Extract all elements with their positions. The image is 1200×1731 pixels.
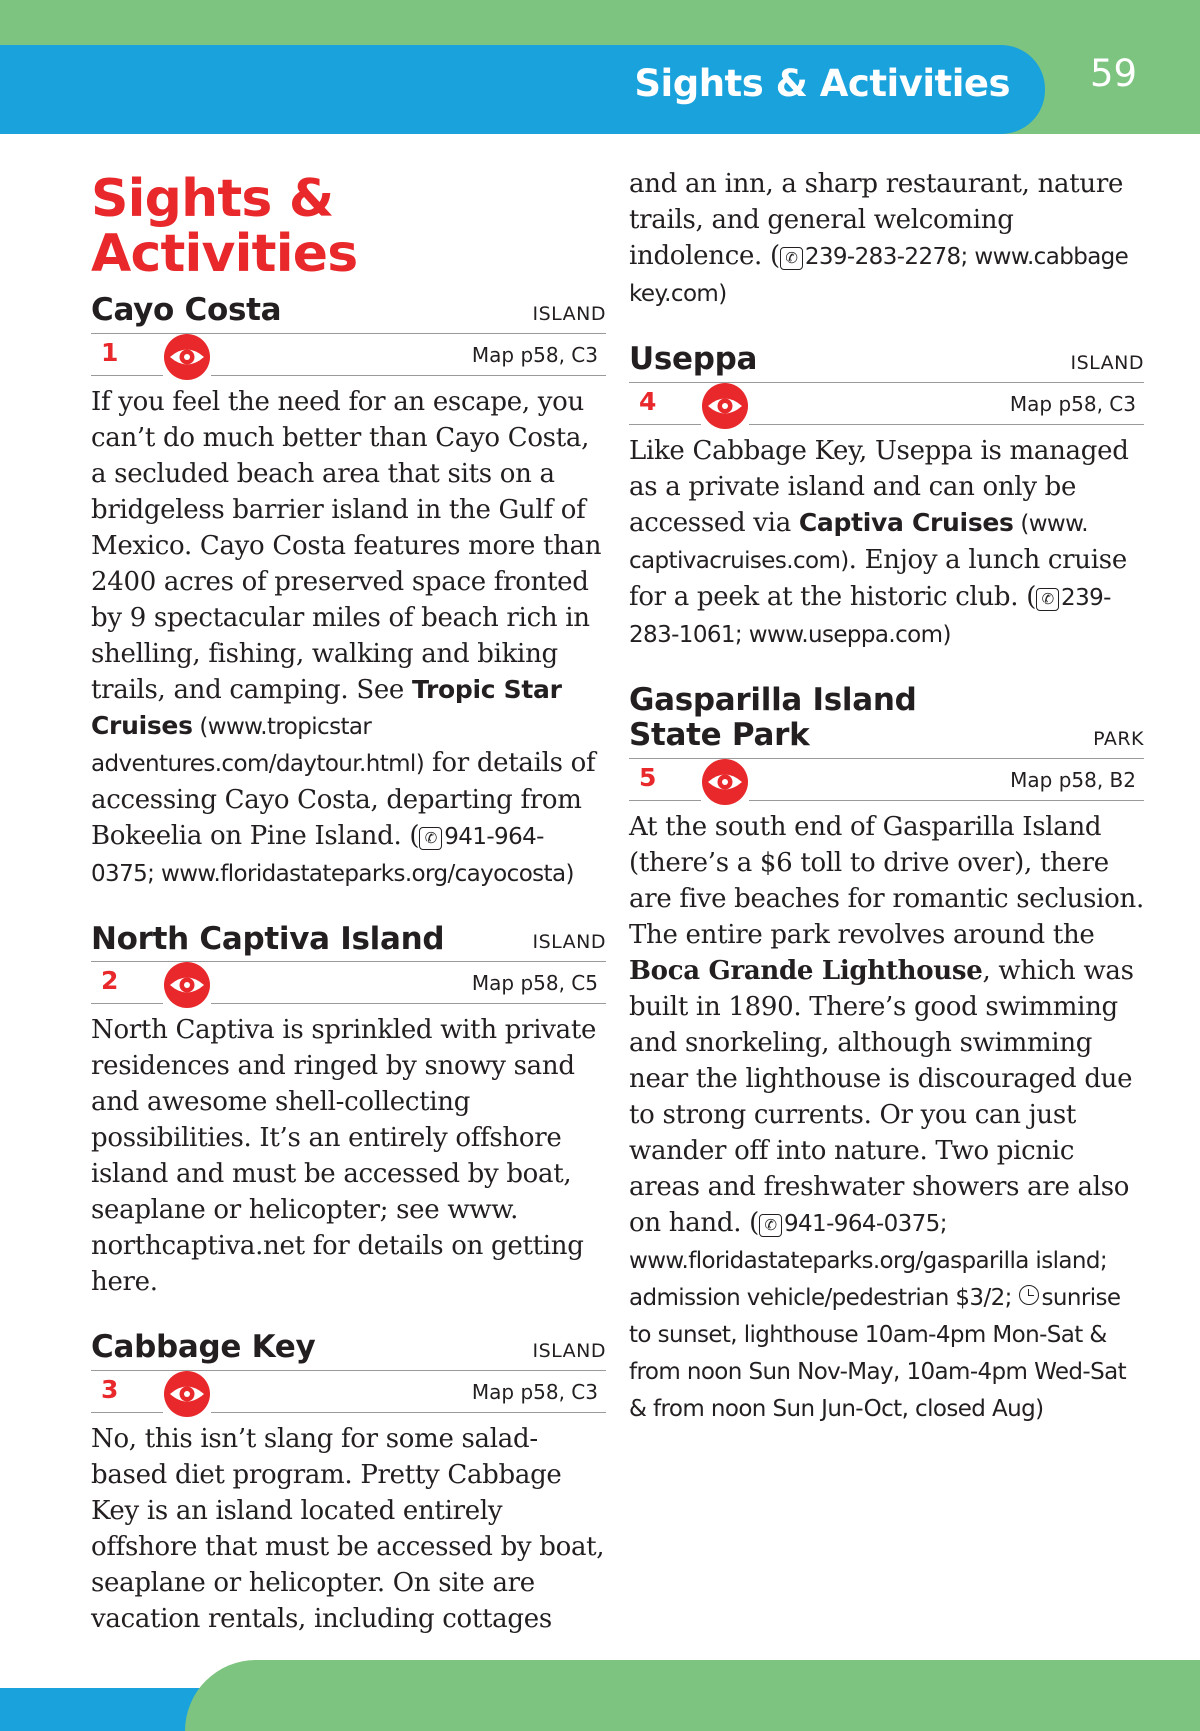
listing-header [629,683,1144,759]
listing-description: and an inn, a sharp restaurant, nature trails, and general welcoming indolence. ( ✆ 239-283-2278; www.cabbage key.com) [629,169,1129,307]
eye-icon [701,758,749,806]
divider [629,800,701,801]
listing-number: 4 [639,386,657,416]
divider [91,375,163,376]
listing-entry [629,342,1144,653]
listing-number: 5 [639,762,657,792]
listing-number: 2 [101,966,119,996]
listing-number: 1 [101,337,119,367]
divider [211,1412,606,1413]
clock-icon [1019,1285,1039,1305]
listing-description: No, this isn’t slang for some salad-based diet program. Pretty Cabbage Key is an island located entirely offshore that must be accessed by boat, seaplane or helicopter. On site are vacation rentals, including cottages [91,1424,605,1635]
listing-meta [91,1371,606,1417]
section-title: Sights & Activities [91,169,358,284]
listing-description: North Captiva is sprinkled with private residences and ringed by snowy sand and awesome shell-collecting possibilities. It’s an entirely offshore island and must be accessed by boat, seaplane or helicopter; see www. northcaptiva.net for details on getting here. [91,1015,597,1298]
divider [91,1412,163,1413]
map-reference: Map p58, C3 [471,342,598,367]
divider [749,800,1144,801]
listing-header [91,293,606,334]
running-header-title: Sights & Activities [634,62,1010,105]
listing-description: If you feel the need for an escape, you can’t do much better than Cayo Costa, a secluded beach area that sits on a bridgeless barrier island in the Gulf of Mexico. Cayo Costa features more than 2400 acres of preserved space fronted by 9 spectacular miles of beach rich in shelling, fishing, walking and biking trails, and camping. See Tropic Star Cruises (www.tropicstar adventures.com/daytour.html) for details of accessing Cayo Costa, departing from Bokeelia on Pine Island. ( ✆ 941-964-0375; www.floridastateparks.org/cayocosta) [91,386,602,887]
map-reference: Map p58, C3 [471,1380,598,1405]
listing-type: ISLAND [532,931,606,954]
listing-name: Cabbage Key [91,1329,316,1366]
listing-meta [91,962,606,1008]
listing-entry [91,293,606,892]
listing-number: 3 [101,1375,119,1405]
listing-info: ✆ 239-283-2278; www.cabbage key.com) [629,244,1129,307]
phone-icon: ✆ [780,247,803,270]
landmark-name: Boca Grande Lighthouse [629,955,983,986]
listing-description: Like Cabbage Key, Useppa is managed as a private island and can only be accessed via Captiva Cruises (www. captivacruises.com). Enjoy a lunch cruise for a peek at the historic club. ( ✆ 239-283-1061; www.useppa.com) [629,435,1129,648]
divider [749,424,1144,425]
listing-meta [91,334,606,380]
listing-description: At the south end of Gasparilla Island (there’s a $6 toll to drive over), there are five beaches for romantic seclusion. The entire park revolves around the Boca Grande Lighthouse, which was built in 1890. There’s good swimming and snorkeling, although swimming near the lighthouse is discouraged due to strong currents. Or you can just wander off into nature. Two picnic areas and freshwater showers are also on hand. ( ✆ 941-964-0375; www.floridastateparks.org/gasparilla island; admission vehicle/pedestrian $3/2; sunrise to sunset, lighthouse 10am-4pm Mon-Sat & from noon Sun Nov-May, 10am-4pm Wed-Sat & from noon Sun Jun-Oct, closed Aug) [629,811,1144,1422]
listing-continuation [629,166,1144,312]
eye-icon [163,1370,211,1418]
listing-entry [629,683,1144,1427]
phone-icon: ✆ [1036,588,1059,611]
map-reference: Map p58, C5 [471,971,598,996]
listing-type: ISLAND [532,302,606,325]
listing-name: Gasparilla Island State Park [629,681,917,754]
listing-type: ISLAND [532,1340,606,1363]
listing-meta [629,759,1144,805]
divider [211,375,606,376]
phone-icon: ✆ [759,1214,782,1237]
listing-header [91,922,606,963]
eye-icon [163,961,211,1009]
right-column [629,166,1144,1457]
left-column [91,166,606,1667]
listing-type: ISLAND [1070,351,1144,374]
listing-name: North Captiva Island [91,920,445,957]
listing-meta [629,383,1144,429]
listing-info: ✆ 941-964-0375; www.floridastateparks.org/gasparilla island; admission vehicle/pedestrian $3/2; sunrise to sunset, lighthouse 10am-4pm Mon-Sat & from noon Sun Nov-May, 10am-4pm Wed-Sat & from noon Sun Jun-Oct, closed Aug) [629,1210,1127,1422]
listing-entry [91,922,606,1301]
map-reference: Map p58, B2 [1010,767,1136,792]
divider [629,424,701,425]
listing-info: ✆ 941-964-0375; www.floridastateparks.org/cayocosta) [91,823,574,887]
phone-icon: ✆ [419,827,442,850]
eye-icon [163,333,211,381]
listing-header [91,1330,606,1371]
listing-name: Useppa [629,341,758,377]
listing-name: Cayo Costa [91,292,282,329]
operator-name: Captiva Cruises [798,507,1014,537]
page-number: 59 [1090,52,1138,95]
listing-entry [91,1330,606,1637]
listing-header [629,342,1144,383]
footer-band-green [185,1660,1200,1731]
listing-info: ✆ 239-283-1061; www.useppa.com) [629,584,1111,648]
operator-name: Tropic Star Cruises [91,674,562,740]
divider [91,1003,163,1004]
map-reference: Map p58, C3 [1009,391,1136,416]
divider [211,1003,606,1004]
listing-type: PARK [1093,727,1144,750]
eye-icon [701,382,749,430]
